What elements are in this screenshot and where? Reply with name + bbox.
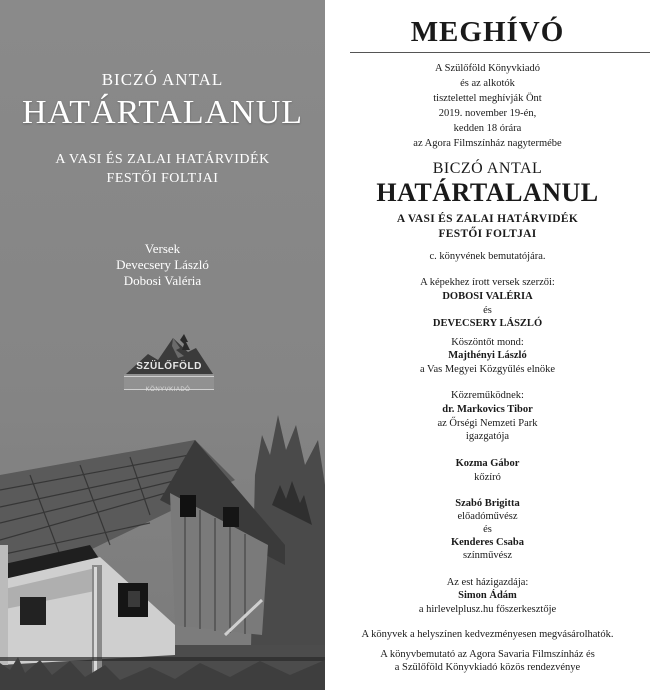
intro-line: kedden 18 órára [453,123,522,134]
host-label: Az est házigazdája: [446,577,529,588]
book-subtitle-line1: A VASI ÉS ZALAI HATÁRVIDÉK [396,213,579,225]
poet-name-1: DOBOSI VALÉRIA [442,291,533,302]
old-house-illustration [0,395,325,690]
book-event-text: c. könyvének bemutatójára. [429,251,546,262]
contributors-and: és [483,524,492,535]
intro-line: és az alkotók [460,78,515,89]
cover-verses-label: Versek [144,241,181,256]
contributor-role: igazgatója [465,431,510,442]
cover-subtitle-line1: A VASI ÉS ZALAI HATÁRVIDÉK [55,152,270,167]
invitation-heading: MEGHÍVÓ [410,16,565,48]
welcome-speaker-role: a Vas Megyei Közgyűlés elnöke [419,364,556,375]
poets-and: és [483,305,492,316]
contributors-label: Közreműködnek: [451,390,524,401]
book-subtitle-line2: FESTŐI FOLTJAI [438,228,537,240]
welcome-speaker: Majthényi László [448,350,527,361]
organizer-note-line1: A könyvbemutató az Agora Savaria Filmszínház és [380,649,595,660]
host-role: a hirlevelplusz.hu főszerkesztője [418,604,557,615]
intro-line: A Szülőföld Könyvkiadó [435,63,540,74]
contributor-role: kőzíró [474,472,501,483]
cover-subtitle-line2: FESTŐI FOLTJAI [106,171,219,186]
contributor-name: dr. Markovics Tibor [442,404,533,415]
cover-author: BICZÓ ANTAL [101,70,224,89]
poets-intro: A képekhez írott versek szerzői: [420,277,555,288]
intro-line: tisztelettel meghívják Önt [433,93,542,104]
cover-title: HATÁRTALANUL [21,94,304,131]
sale-note: A könyvek a helyszínen kedvezményesen megvásárolhatók. [361,629,614,640]
publisher-logo-wordmark: SZÜLŐFÖLD [136,361,202,372]
contributor-name: Kenderes Csaba [450,537,525,548]
host-name: Simon Ádám [458,590,517,601]
cover-poet-2: Dobosi Valéria [123,273,202,288]
intro-line: 2019. november 19-én, [438,108,537,119]
book-title: HATÁRTALANUL [376,178,599,207]
welcome-label: Köszöntőt mond: [451,337,524,348]
contributor-name: Kozma Gábor [455,458,520,469]
intro-line: az Agora Filmszínház nagytermébe [413,138,562,149]
organizer-note-line2: a Szülőföld Könyvkiadó közös rendezvénye [394,662,581,673]
poet-name-2: DEVECSERY LÁSZLÓ [432,318,543,329]
contributor-name: Szabó Brigitta [455,498,520,509]
contributor-role: az Őrségi Nemzeti Park [437,418,538,429]
contributor-role: színművész [463,550,512,561]
book-author: BICZÓ ANTAL [432,160,543,177]
heading-divider [350,52,650,53]
contributor-role: előadóművész [457,511,518,522]
publisher-logo-subtitle: KÖNYVKIADÓ [145,387,191,393]
invitation-panel [325,0,650,690]
cover-poet-1: Devecsery László [116,257,209,272]
